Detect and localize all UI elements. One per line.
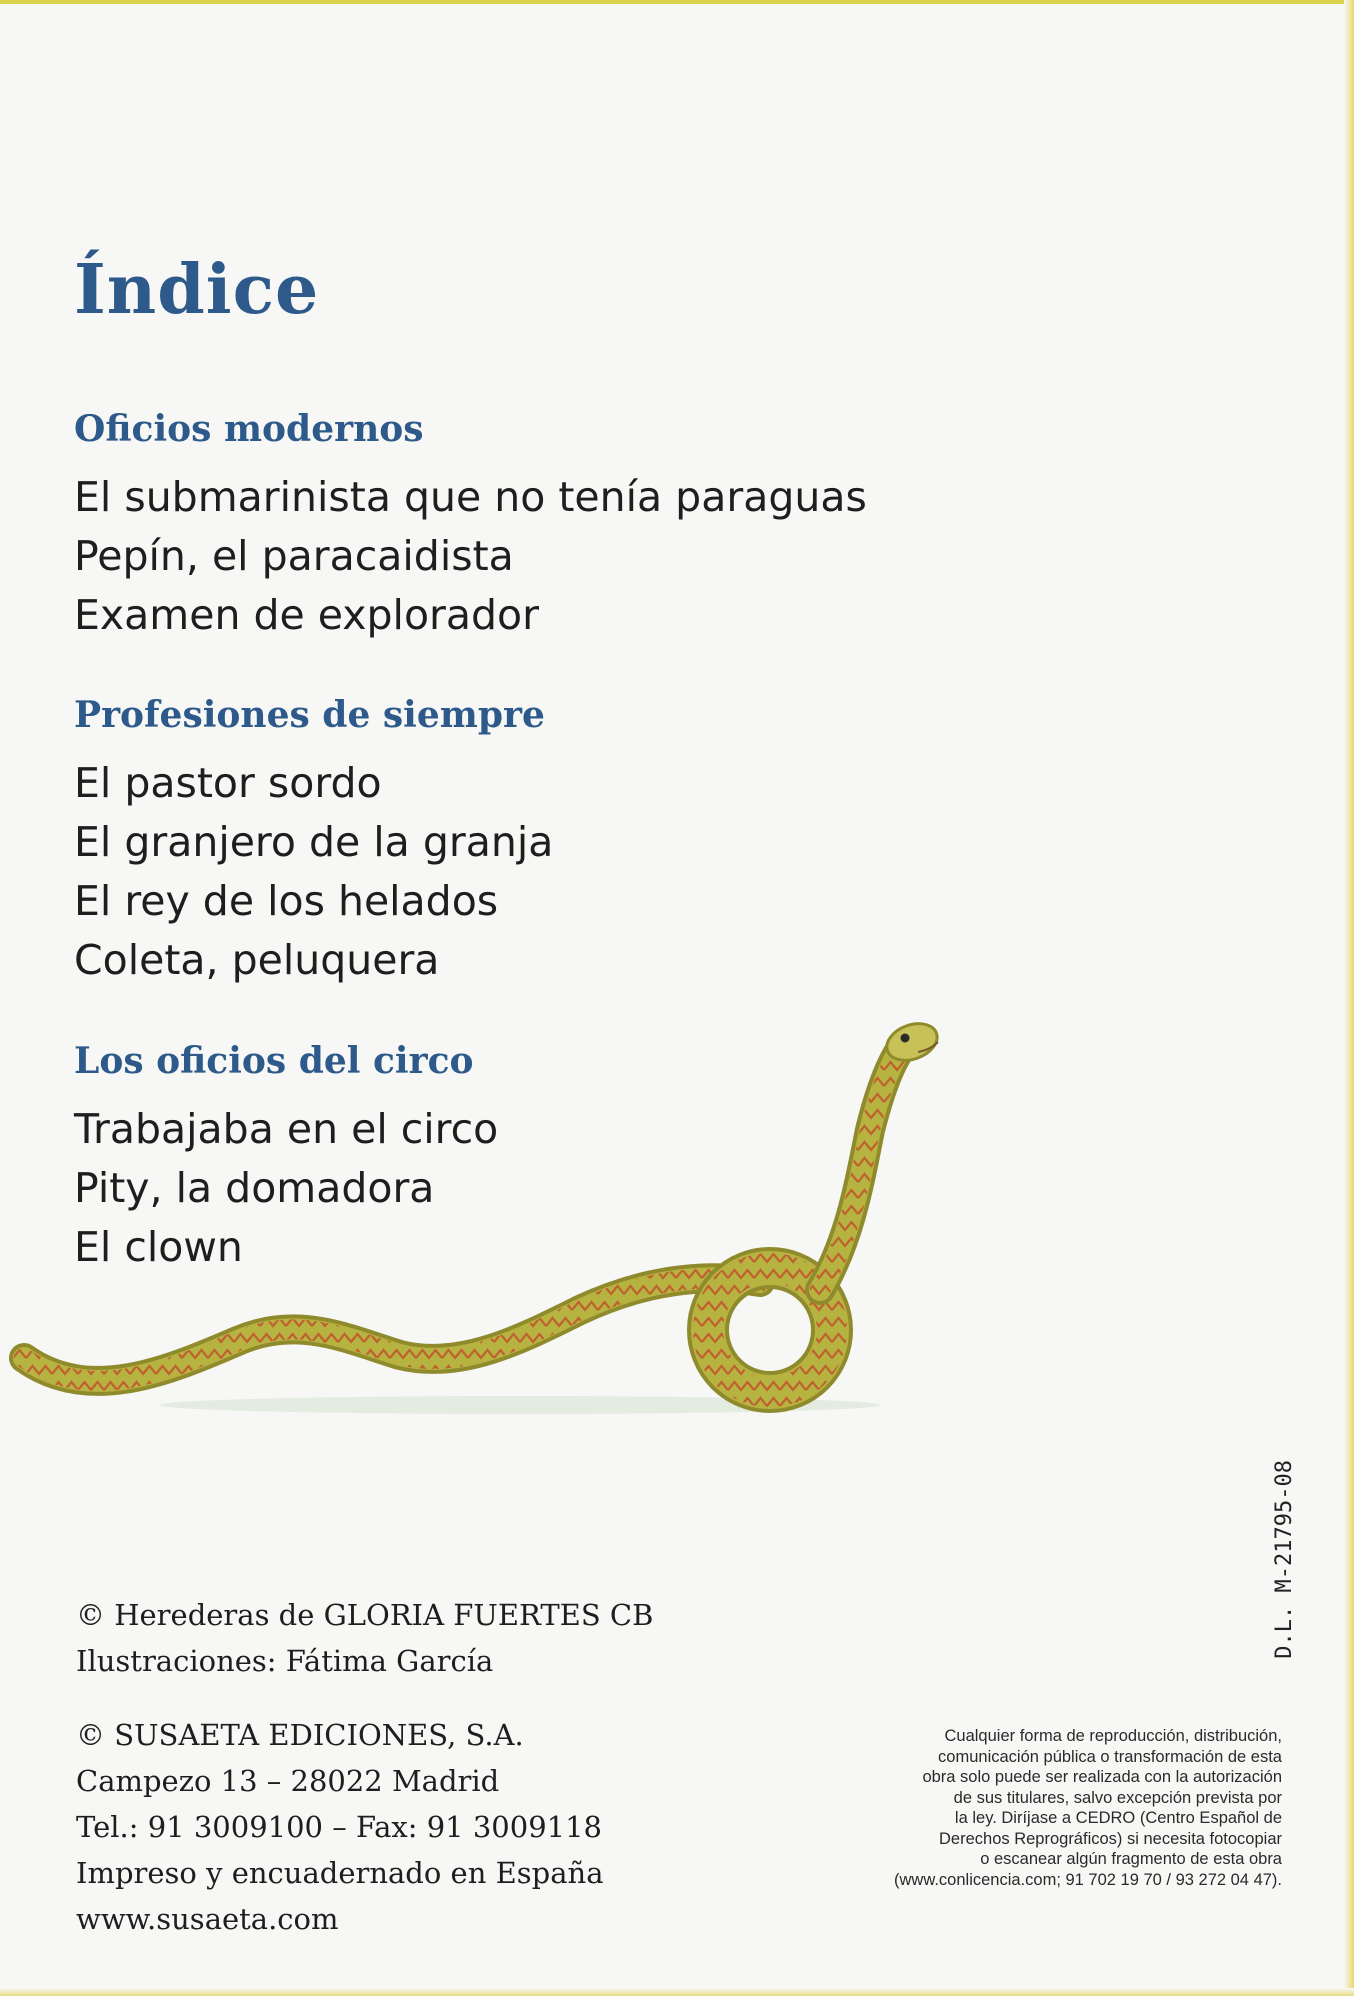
snake-eye bbox=[901, 1034, 910, 1043]
legal-line: de sus titulares, salvo excepción prevista por bbox=[953, 1788, 1282, 1807]
website-link[interactable]: www.susaeta.com bbox=[76, 1902, 339, 1936]
legal-line: Cualquier forma de reproducción, distribución, bbox=[944, 1727, 1282, 1745]
index-entry: El pastor sordo bbox=[74, 759, 382, 807]
legal-notice bbox=[780, 1726, 1282, 1890]
page-edge-top bbox=[0, 0, 1354, 4]
credits-block bbox=[76, 1592, 653, 1684]
legal-line: obra solo puede ser realizada con la autorización bbox=[922, 1768, 1282, 1786]
legal-line: la ley. Diríjase a CEDRO (Centro Español de bbox=[954, 1809, 1282, 1827]
index-entry: Trabajaba en el circo bbox=[74, 1105, 499, 1153]
index-entry: El clown bbox=[74, 1223, 243, 1271]
publisher-line: © SUSAETA EDICIONES, S.A. bbox=[76, 1718, 524, 1752]
illustrator-credit: Ilustraciones: Fátima García bbox=[76, 1644, 494, 1678]
index-entry: El granjero de la granja bbox=[74, 818, 554, 866]
printed-line: Impreso y encuadernado en España bbox=[76, 1856, 604, 1890]
section-title: Profesiones de siempre bbox=[74, 694, 545, 736]
index-entry: Pity, la domadora bbox=[74, 1164, 435, 1212]
page-edge-right bbox=[1344, 0, 1354, 1996]
section-title: Oficios modernos bbox=[74, 408, 424, 450]
index-entry: Coleta, peluquera bbox=[74, 936, 440, 984]
snake-illustration bbox=[0, 1010, 960, 1440]
entry-list bbox=[74, 468, 974, 645]
legal-deposit-code: D.L. M-21795-08 bbox=[1272, 1460, 1297, 1659]
legal-line: o escanear algún fragmento de esta obra bbox=[980, 1850, 1282, 1868]
section-oficios-modernos bbox=[74, 408, 974, 645]
section-title: Los oficios del circo bbox=[74, 1040, 474, 1082]
section-profesiones-de-siempre bbox=[74, 694, 974, 990]
imprint-block bbox=[76, 1712, 603, 1942]
entry-list bbox=[74, 754, 974, 990]
phone-line: Tel.: 91 3009100 – Fax: 91 3009118 bbox=[76, 1810, 603, 1844]
index-entry: El submarinista que no tenía paraguas bbox=[74, 473, 867, 521]
index-entry: Pepín, el paracaidista bbox=[74, 532, 514, 580]
legal-line: (www.conlicencia.com; 91 702 19 70 / 93 272 04 47). bbox=[894, 1870, 1282, 1889]
snake-body bbox=[24, 1050, 900, 1392]
index-entry: Examen de explorador bbox=[74, 591, 539, 639]
index-title: Índice bbox=[74, 250, 320, 330]
legal-line: comunicación pública o transformación de esta bbox=[938, 1747, 1282, 1766]
legal-line: Derechos Reprográficos) si necesita fotocopiar bbox=[939, 1829, 1282, 1848]
author-credit: © Herederas de GLORIA FUERTES CB bbox=[76, 1598, 654, 1632]
page-edge-bottom bbox=[0, 1988, 1354, 1996]
address-line: Campezo 13 – 28022 Madrid bbox=[76, 1764, 500, 1798]
index-entry: El rey de los helados bbox=[74, 877, 499, 925]
